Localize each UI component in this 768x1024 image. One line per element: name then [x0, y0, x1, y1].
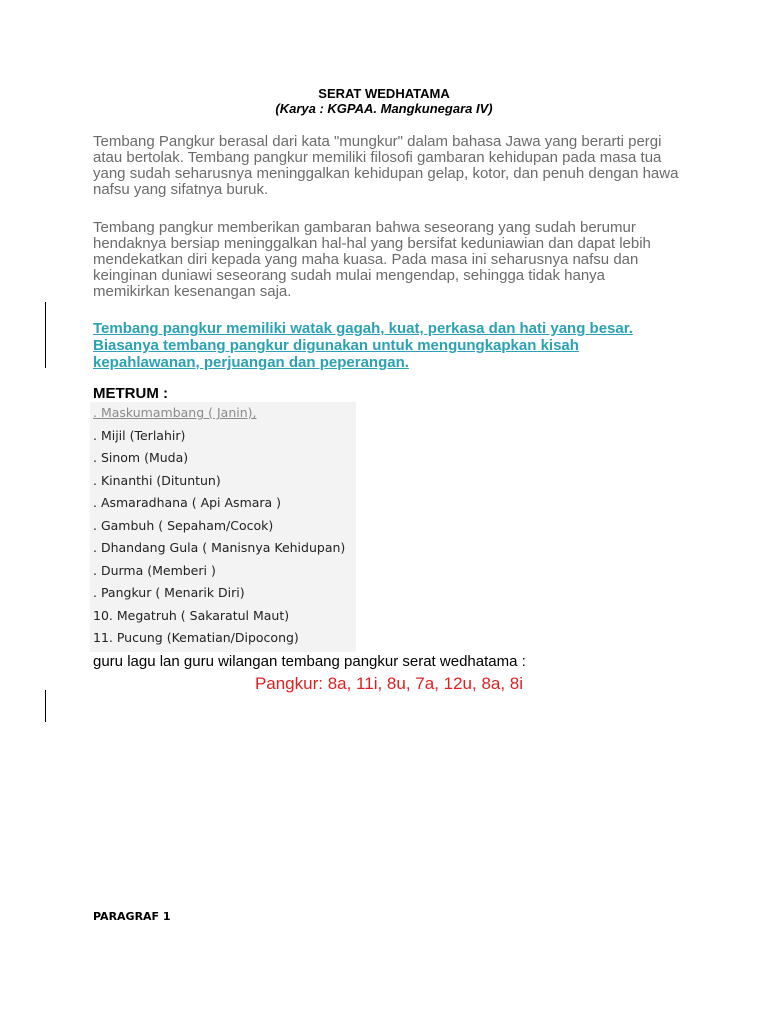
- metrum-item: . Gambuh ( Sepaham/Cocok): [93, 517, 274, 533]
- metrum-item: . Pangkur ( Menarik Diri): [93, 585, 245, 600]
- document-subtitle: (Karya : KGPAA. Mangkunegara IV): [275, 101, 493, 116]
- metrum-item: . Dhandang Gula ( Manisnya Kehidupan): [93, 540, 346, 555]
- paragraph-origin: Tembang Pangkur berasal dari kata "mungkur" dalam bahasa Jawa yang berarti pergi atau bertolak. Tembang pangkur memiliki filosofi gambaran kehidupan pada masa tua yang sudah seharusnya meninggalkan kehidupan gelap, kotor, dan penuh dengan hawa nafsu yang sifatnya buruk.: [93, 133, 679, 198]
- metrum-heading: METRUM :: [93, 385, 168, 402]
- paragraph-meaning: Tembang pangkur memberikan gambaran bahwa seseorang yang sudah berumur hendaknya bersiap meninggalkan hal-hal yang bersifat keduniawian dan dapat lebih mendekatkan diri kepada yang maha kuasa. Pada masa ini seharusnya nafsu dan keinginan duniawi seseorang sudah mulai mengendap, sehingga tidak hanya memikirkan kesenangan saja.: [93, 219, 651, 300]
- margin-change-bar: [45, 690, 46, 722]
- metrum-item: . Asmaradhana ( Api Asmara ): [93, 495, 282, 510]
- highlight-link-text[interactable]: Tembang pangkur memiliki watak gagah, kuat, perkasa dan hati yang besar. Biasanya tembang pangkur digunakan untuk mengungkapkan kisah kepahlawanan, perjuangan dan peperangan.: [93, 320, 633, 371]
- document-title: SERAT WEDHATAMA: [318, 86, 450, 101]
- metrum-item: . Kinanthi (Dituntun): [93, 472, 221, 488]
- metrum-item: . Durma (Memberi ): [93, 562, 216, 578]
- metrum-item: . Sinom (Muda): [93, 450, 189, 465]
- metrum-item: 10. Megatruh ( Sakaratul Maut): [93, 607, 290, 623]
- section-heading: PARAGRAF 1: [93, 910, 171, 923]
- metrum-list: [93, 402, 353, 650]
- metrum-item: 11. Pucung (Kematian/Dipocong): [93, 630, 299, 645]
- metrum-item: . Mijil (Terlahir): [93, 427, 186, 443]
- margin-change-bar: [45, 302, 46, 368]
- guru-lagu-line: guru lagu lan guru wilangan tembang pangkur serat wedhatama :: [93, 653, 526, 670]
- metrum-item[interactable]: . Maskumambang ( Janin),: [93, 405, 257, 420]
- pangkur-pattern: Pangkur: 8a, 11i, 8u, 7a, 12u, 8a, 8i: [254, 674, 524, 693]
